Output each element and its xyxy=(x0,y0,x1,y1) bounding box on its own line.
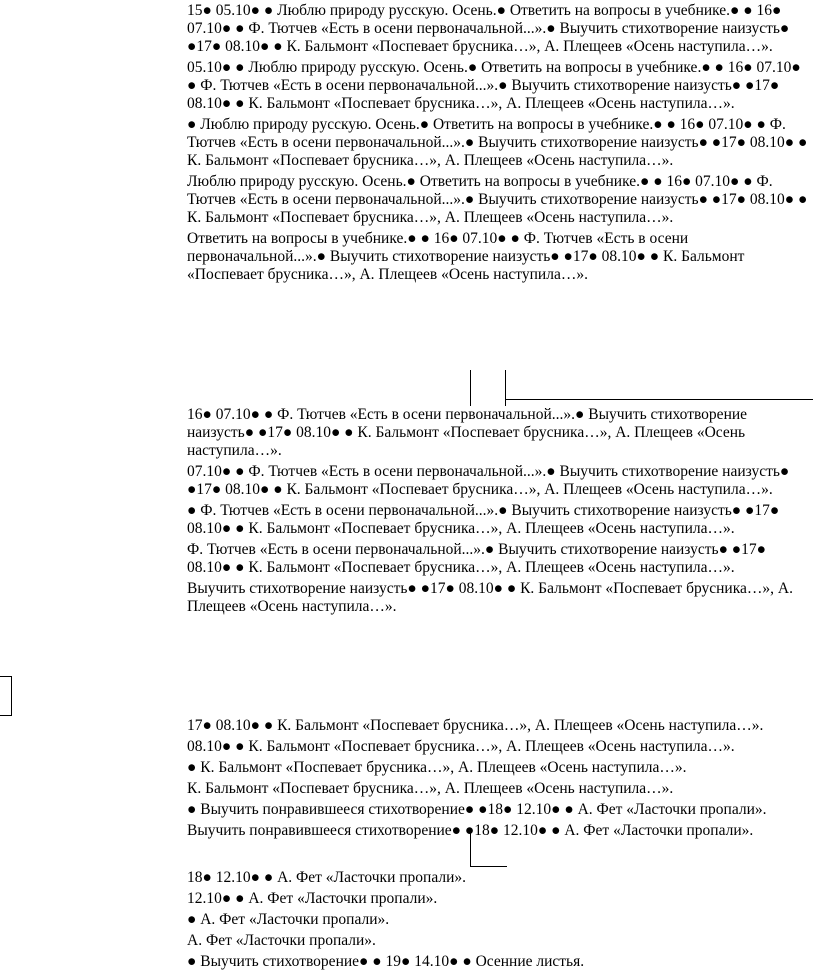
paragraph: 12.10● ● А. Фет «Ласточки пропали». xyxy=(187,890,438,907)
table-fragment-cell xyxy=(470,370,506,406)
paragraph: ● А. Фет «Ласточки пропали». xyxy=(187,911,390,928)
paragraph: ● Выучить понравившееся стихотворение● ●18● 12.10● ● А. Фет «Ласточки пропали». xyxy=(187,801,767,818)
paragraph: 15● 05.10● ● Люблю природу русскую. Осень.● Ответить на вопросы в учебнике.● ● 16● 07.10● ● Ф. Тютчев «Есть в осени первоначальной...».● Выучить стихотворение наизусть● ●17● 08.10● ● К. Бальмонт «Поспевает брусника…», А. Плещеев «Осень наступила…». xyxy=(187,2,794,55)
paragraph: Люблю природу русскую. Осень.● Ответить на вопросы в учебнике.● ● 16● 07.10● ● Ф. Тютчев «Есть в осени первоначальной...».● Выучить стихотворение наизусть● ●17● 08.10● ● К. Бальмонт «Поспевает брусника…», А. Плещеев «Осень наступила…». xyxy=(187,173,812,226)
table-fragment-corner xyxy=(470,833,507,867)
paragraph: К. Бальмонт «Поспевает брусника…», А. Плещеев «Осень наступила…». xyxy=(187,780,674,797)
paragraph: Выучить стихотворение наизусть● ●17● 08.10● ● К. Бальмонт «Поспевает брусника…», А. Плещеев «Осень наступила…». xyxy=(187,580,797,615)
paragraph: ● Выучить стихотворение● ● 19● 14.10● ● Осенние листья. xyxy=(187,953,585,970)
paragraph: 08.10● ● К. Бальмонт «Поспевает брусника…», А. Плещеев «Осень наступила…». xyxy=(187,738,735,755)
paragraph: 18● 12.10● ● А. Фет «Ласточки пропали». xyxy=(187,869,466,886)
table-fragment-top-line xyxy=(506,370,813,400)
paragraph: Выучить понравившееся стихотворение● ●18● 12.10● ● А. Фет «Ласточки пропали». xyxy=(187,822,754,839)
text-block-2 xyxy=(187,406,812,619)
paragraph: Ответить на вопросы в учебнике.● ● 16● 07.10● ● Ф. Тютчев «Есть в осени первоначальной...».● Выучить стихотворение наизусть● ●17● 08.10● ● К. Бальмонт «Поспевает брусника…», А. Плещеев «Осень наступила…». xyxy=(187,230,749,283)
paragraph: 17● 08.10● ● К. Бальмонт «Поспевает брусника…», А. Плещеев «Осень наступила…». xyxy=(187,717,764,734)
text-block-3 xyxy=(187,717,812,843)
paragraph: Ф. Тютчев «Есть в осени первоначальной...».● Выучить стихотворение наизусть● ●17● 08.10● ● К. Бальмонт «Поспевает брусника…», А. Плещеев «Осень наступила…». xyxy=(187,541,770,576)
text-block-4 xyxy=(187,869,812,974)
text-block-1 xyxy=(187,2,812,287)
paragraph: А. Фет «Ласточки пропали». xyxy=(187,932,376,949)
left-margin-box xyxy=(0,676,12,716)
paragraph: 16● 07.10● ● Ф. Тютчев «Есть в осени первоначальной...».● Выучить стихотворение наизусть● ●17● 08.10● ● К. Бальмонт «Поспевает брусника…», А. Плещеев «Осень наступила…». xyxy=(187,406,751,459)
paragraph: ● Ф. Тютчев «Есть в осени первоначальной...».● Выучить стихотворение наизусть● ●17● 08.10● ● К. Бальмонт «Поспевает брусника…», А. Плещеев «Осень наступила…». xyxy=(187,502,784,537)
paragraph: 07.10● ● Ф. Тютчев «Есть в осени первоначальной...».● Выучить стихотворение наизусть● ●17● 08.10● ● К. Бальмонт «Поспевает брусника…», А. Плещеев «Осень наступила…». xyxy=(187,463,794,498)
paragraph: ● К. Бальмонт «Поспевает брусника…», А. Плещеев «Осень наступила…». xyxy=(187,759,687,776)
paragraph: ● Люблю природу русскую. Осень.● Ответить на вопросы в учебнике.● ● 16● 07.10● ● Ф. Тютчев «Есть в осени первоначальной...».● Выучить стихотворение наизусть● ●17● 08.10● ● К. Бальмонт «Поспевает брусника…», А. Плещеев «Осень наступила…». xyxy=(187,116,812,169)
paragraph: 05.10● ● Люблю природу русскую. Осень.● Ответить на вопросы в учебнике.● ● 16● 07.10● ● Ф. Тютчев «Есть в осени первоначальной...».● Выучить стихотворение наизусть● ●17● 08.10● ● К. Бальмонт «Поспевает брусника…», А. Плещеев «Осень наступила…». xyxy=(187,59,805,112)
